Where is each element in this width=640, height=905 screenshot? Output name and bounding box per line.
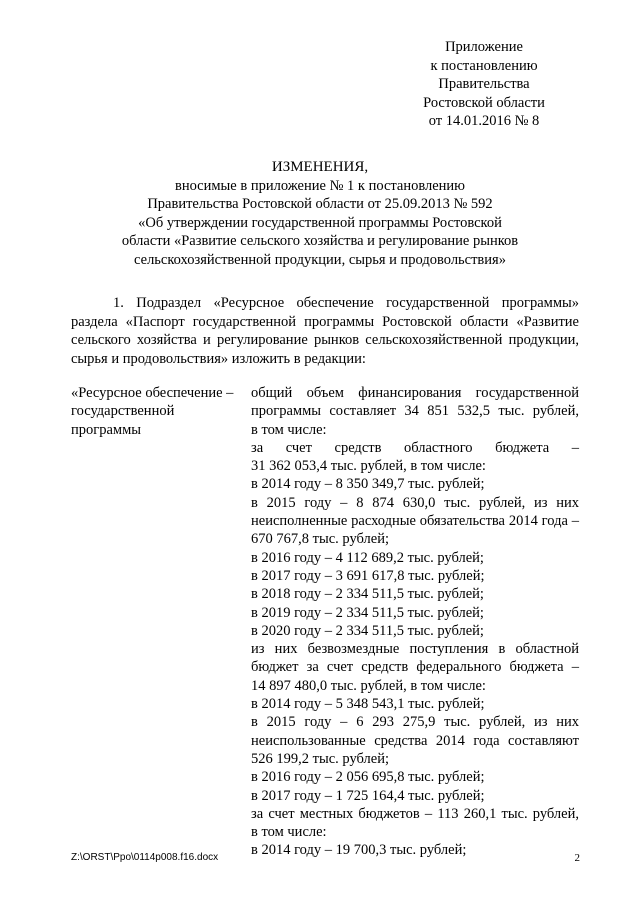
appendix-line: Ростовской области <box>423 94 545 111</box>
title-line: «Об утверждении государственной программы Ростовской <box>138 214 502 231</box>
resource-body-line: в 2020 году – 2 334 511,5 тыс. рублей; <box>251 622 484 639</box>
resource-body-line: в 2017 году – 1 725 164,4 тыс. рублей; <box>251 787 485 804</box>
footer-file-path: Z:\ORST\Ppo\0114p008.f16.docx <box>71 852 219 863</box>
resource-body-line: в 2015 году – 8 874 630,0 тыс. рублей, из них <box>251 494 579 511</box>
resource-body-line: 670 767,8 тыс. рублей; <box>251 531 389 548</box>
title-heading: ИЗМЕНЕНИЯ, <box>271 159 369 175</box>
resource-body-line: в 2016 году – 2 056 695,8 тыс. рублей; <box>251 769 485 786</box>
appendix-header <box>404 38 564 131</box>
resource-body-line: в 2014 году – 19 700,3 тыс. рублей; <box>251 842 467 859</box>
resource-body-line: в 2018 году – 2 334 511,5 тыс. рублей; <box>251 586 484 603</box>
appendix-line: к постановлению <box>430 57 538 74</box>
title-line: вносимые в приложение № 1 к постановлению <box>174 177 466 194</box>
resource-label-line: государственной <box>71 403 175 420</box>
resource-label <box>71 384 246 439</box>
resource-body-line: программы составляет 34 851 532,5 тыс. рублей, <box>251 403 579 420</box>
resource-body-line: бюджет за счет средств федерального бюджета – <box>251 659 579 676</box>
resource-body-line: в 2017 году – 3 691 617,8 тыс. рублей; <box>251 567 485 584</box>
title-line: сельскохозяйственной продукции, сырья и продовольствия» <box>134 251 506 268</box>
resource-body-line: 14 897 480,0 тыс. рублей, в том числе: <box>251 677 486 694</box>
title-line: области «Развитие сельского хозяйства и регулирование рынков <box>121 233 519 249</box>
intro-paragraph: 1. Подраздел «Ресурсное обеспечение государственной программы» раздела «Паспорт государственной программы Ростовской области «Развитие сельского хозяйства и регулирование рынков сельскохозяйственной продукции, сырья и продовольствия» изложить в редакции: <box>71 295 579 367</box>
resource-body-line: за счет местных бюджетов – 113 260,1 тыс. рублей, <box>251 805 579 822</box>
resource-body-line: 31 362 053,4 тыс. рублей, в том числе: <box>251 458 486 475</box>
resource-body-line: в том числе: <box>251 824 327 841</box>
resource-body <box>251 384 579 860</box>
document-title <box>60 158 580 269</box>
resource-body-line: в 2014 году – 8 350 349,7 тыс. рублей; <box>251 476 485 493</box>
resource-body-line: в том числе: <box>251 421 327 438</box>
resource-body-line: неиспользованные средства 2014 года составляют <box>251 732 579 749</box>
resource-body-line: неисполненные расходные обязательства 2014 года – <box>251 513 579 530</box>
resource-body-line: в 2015 году – 6 293 275,9 тыс. рублей, из них <box>251 714 579 731</box>
resource-body-line: из них безвозмездные поступления в областной <box>251 641 579 658</box>
appendix-line: от 14.01.2016 № 8 <box>428 113 540 129</box>
appendix-line: Правительства <box>438 76 530 92</box>
resource-body-line: за счет средств областного бюджета – <box>251 439 579 456</box>
resource-body-line: в 2016 году – 4 112 689,2 тыс. рублей; <box>251 549 484 566</box>
resource-body-line: 526 199,2 тыс. рублей; <box>251 750 389 767</box>
appendix-line: Приложение <box>445 39 523 55</box>
resource-body-line: в 2014 году – 5 348 543,1 тыс. рублей; <box>251 696 485 713</box>
resource-body-line: в 2019 году – 2 334 511,5 тыс. рублей; <box>251 604 484 621</box>
page-number: 2 <box>574 852 580 864</box>
resource-label-line: программы <box>71 421 141 438</box>
resource-body-line: общий объем финансирования государственной <box>251 385 579 401</box>
resource-label-line: «Ресурсное обеспечение – <box>71 385 234 401</box>
title-line: Правительства Ростовской области от 25.09.2013 № 592 <box>147 196 493 212</box>
